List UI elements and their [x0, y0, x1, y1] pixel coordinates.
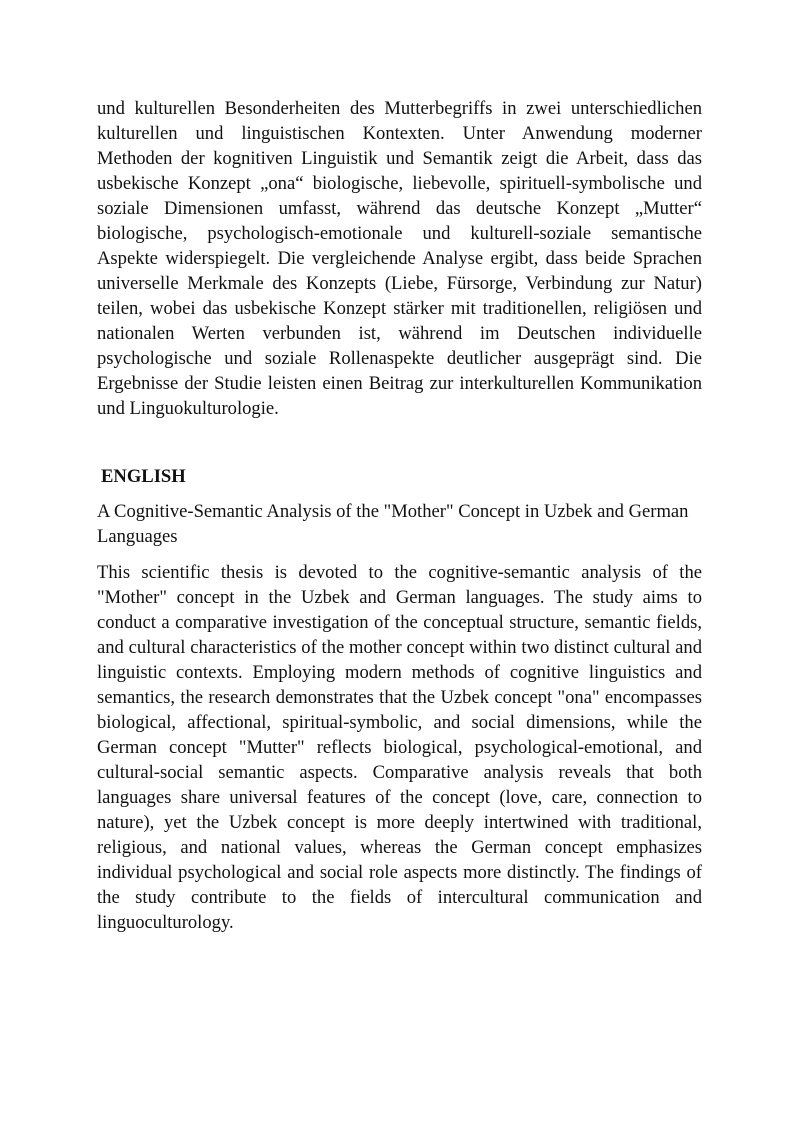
- english-abstract-paragraph: This scientific thesis is devoted to the cognitive-semantic analysis of the "Mother" concept in the Uzbek and German languages. The study aims to conduct a comparative investigation of the conceptual structure, semantic fields, and cultural characteristics of the mother concept within two distinct cultural and linguistic contexts. Employing modern methods of cognitive linguistics and semantics, the research demonstrates that the Uzbek concept "ona" encompasses biological, affectional, spiritual-symbolic, and social dimensions, while the German concept "Mutter" reflects biological, psychological-emotional, and cultural-social semantic aspects. Comparative analysis reveals that both languages share universal features of the concept (love, care, connection to nature), yet the Uzbek concept is more deeply intertwined with traditional, religious, and national values, whereas the German concept emphasizes individual psychological and social role aspects more distinctly. The findings of the study contribute to the fields of intercultural communication and linguoculturology.: [97, 562, 702, 933]
- document-page: [97, 96, 702, 935]
- german-abstract-paragraph: und kulturellen Besonderheiten des Mutterbegriffs in zwei unterschiedlichen kulturellen und linguistischen Kontexten. Unter Anwendung moderner Methoden der kognitiven Linguistik und Semantik zeigt die Arbeit, dass das usbekische Konzept „ona“ biologische, liebevolle, spirituell-symbolische und soziale Dimensionen umfasst, während das deutsche Konzept „Mutter“ biologische, psychologisch-emotionale und kulturell-soziale semantische Aspekte widerspiegelt. Die vergleichende Analyse ergibt, dass beide Sprachen universelle Merkmale des Konzepts (Liebe, Fürsorge, Verbindung zur Natur) teilen, wobei das usbekische Konzept stärker mit traditionellen, religiösen und nationalen Werten verbunden ist, während im Deutschen individuelle psychologische und soziale Rollenaspekte deutlicher ausgeprägt sind. Die Ergebnisse der Studie leisten einen Beitrag zur interkulturellen Kommunikation und Linguokulturologie.: [97, 98, 702, 419]
- english-thesis-title: A Cognitive-Semantic Analysis of the "Mother" Concept in Uzbek and German Languages: [97, 501, 689, 547]
- english-section-heading: ENGLISH: [101, 466, 186, 487]
